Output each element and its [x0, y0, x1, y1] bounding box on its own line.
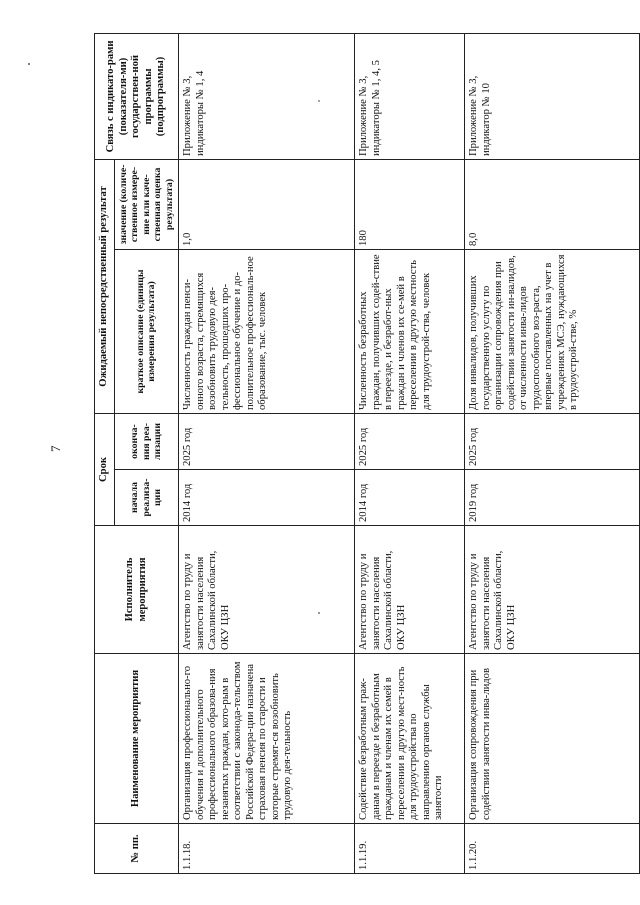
row-result-value: 180 [355, 159, 465, 249]
row-result-desc: Численность граждан пенси-онного возраста, стремящихся возобновить трудовую дея-тельность, прошедших про-фессиональное обучение и до-полнительное профессиональ-ное образование, тыс. человек [179, 249, 355, 413]
header-link: Связь с индикато-рами (показателя-ми) государствен-ной программы (подпрограммы) [95, 33, 179, 159]
header-result-value: значение (количе-ственное измере-ние или каче-ственная оценка результата) [114, 159, 179, 249]
row-result-value: 1,0 [179, 159, 355, 249]
header-executor: Исполнитель мероприятия [95, 526, 179, 654]
row-num: 1.1.18. [179, 824, 355, 874]
header-num: № пп. [95, 824, 179, 874]
page-number: 7 [48, 445, 63, 452]
row-end: 2025 год [355, 413, 465, 469]
header-result-desc: краткое описание (единицы измерения результата) [114, 249, 179, 413]
row-num: 1.1.20. [465, 824, 640, 874]
row-executor: Агентство по труду и занятости населения Сахалинской области, ОКУ ЦЗН [355, 526, 465, 654]
activities-table [94, 33, 640, 874]
row-num: 1.1.19. [355, 824, 465, 874]
header-name: Наименование мероприятия [95, 654, 179, 824]
row-link: Приложение № 3, индикаторы № 1, 4 [179, 33, 355, 159]
scan-speck [28, 63, 30, 65]
table-row [355, 33, 465, 873]
row-result-value: 8,0 [465, 159, 640, 249]
header-term: Срок [95, 413, 115, 525]
row-name: Содействие безработным граж-данам в переезде и безработным гражданам и членам их семей в переселении в другую мест-ность для трудоустройства по направлению органов службы занятости [355, 654, 465, 824]
row-executor: Агентство по труду и занятости населения Сахалинской области, ОКУ ЦЗН [179, 526, 355, 654]
row-start: 2019 год [465, 470, 640, 526]
row-link: Приложение № 3, индикатор № 10 [465, 33, 640, 159]
row-start: 2014 год [355, 470, 465, 526]
row-start: 2014 год [179, 470, 355, 526]
header-term-end: оконча-ния реа-лизации [114, 413, 179, 469]
table-row [179, 33, 355, 873]
header-result: Ожидаемый непосредственный результат [95, 159, 115, 413]
row-result-desc: Доля инвалидов, получивших государственную услугу по организации сопровождения при содействии занятости ин-валидов, от численности инва-лидов трудоспособного воз-раста, впервые поставленных на учет в учреждениях МСЭ, нуждающихся в трудоустрой-стве, % [465, 249, 640, 413]
rotated-table-container [94, 34, 640, 874]
table-row [465, 33, 640, 873]
header-term-start: начала реализа-ции [114, 470, 179, 526]
row-result-desc: Численность безработных граждан, получивших содей-ствие в переезде, и безработ-ных граждан и членов их се-мей в переселении в другую местность для трудоустрой-ства, человек [355, 249, 465, 413]
row-executor: Агентство по труду и занятости населения Сахалинской области, ОКУ ЦЗН [465, 526, 640, 654]
row-link: Приложение № 3, индикаторы № 1, 4, 5 [355, 33, 465, 159]
row-end: 2025 год [179, 413, 355, 469]
row-name: Организация профессионально-го обучения и дополнительного профессионального образова-ния незанятых граждан, кото-рым в соответствии с законода-тельством Российской Федера-ции назначена страховая пенсия по старости и которые стремят-ся возобновить трудовую дея-тельность [179, 654, 355, 824]
row-name: Организация сопровождения при содействии занятости инва-лидов [465, 654, 640, 824]
row-end: 2025 год [465, 413, 640, 469]
header-row [95, 33, 115, 873]
